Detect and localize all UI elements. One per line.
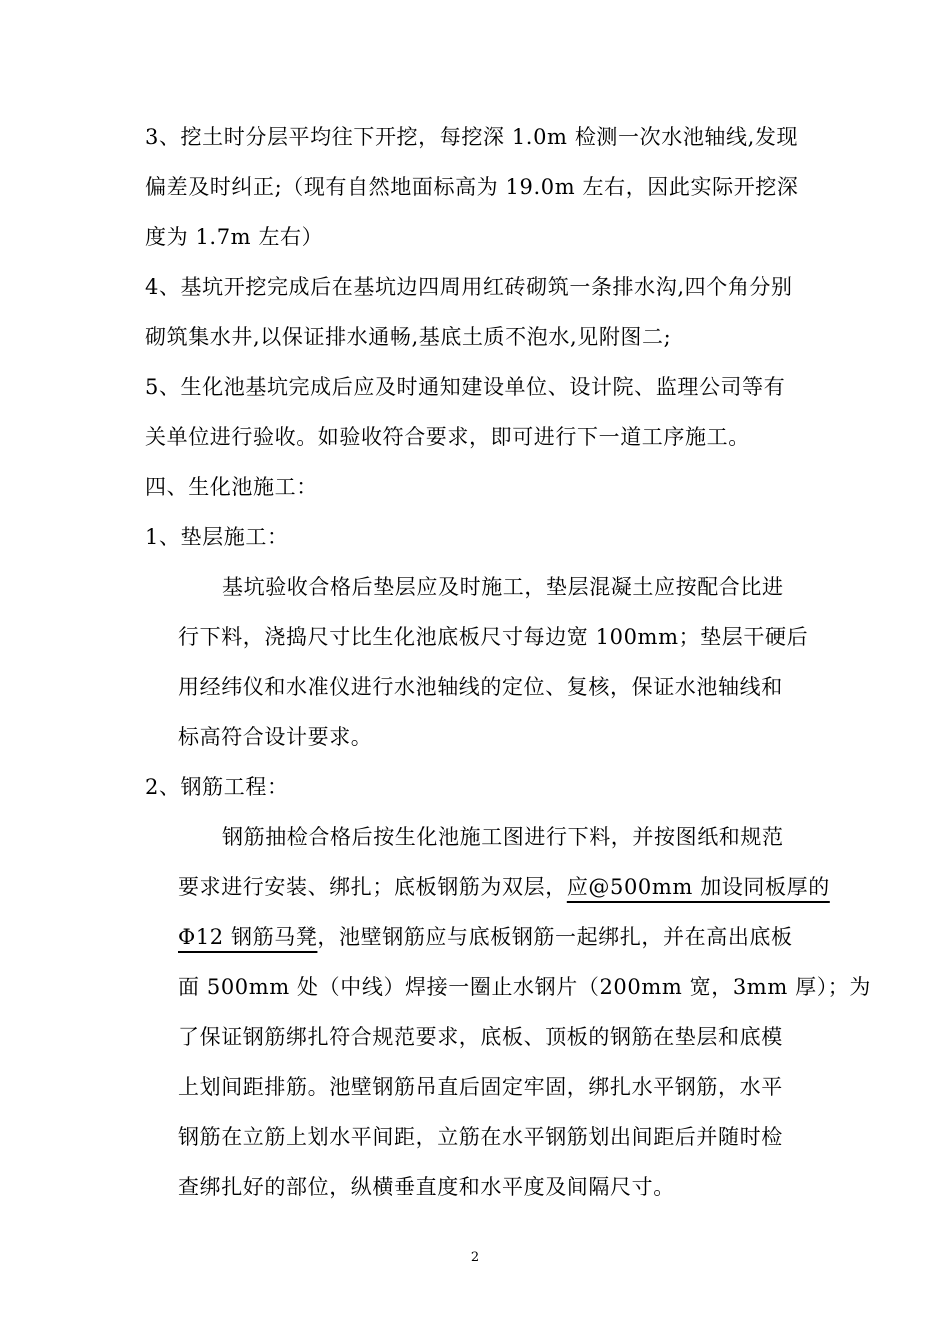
paragraph-line: 行下料，浇捣尺寸比生化池底板尺寸每边宽 100mm；垫层干硬后 — [178, 625, 809, 649]
paragraph-line: 砌筑集水井,以保证排水通畅,基底土质不泡水,见附图二; — [145, 325, 672, 349]
paragraph-line: 面 500mm 处（中线）焊接一圈止水钢片（200mm 宽，3mm 厚）；为 — [178, 975, 872, 999]
paragraph-line: 5、生化池基坑完成后应及时通知建设单位、设计院、监理公司等有 — [145, 375, 786, 399]
paragraph-line — [178, 872, 830, 902]
subsection-heading: 1、垫层施工： — [145, 525, 289, 549]
paragraph-line: 用经纬仪和水准仪进行水池轴线的定位、复核，保证水池轴线和 — [178, 675, 783, 699]
paragraph-line: 标高符合设计要求。 — [178, 725, 373, 749]
subsection-heading: 2、钢筋工程： — [145, 775, 289, 799]
paragraph-line: 了保证钢筋绑扎符合规范要求，底板、顶板的钢筋在垫层和底模 — [178, 1025, 783, 1049]
paragraph-line: 钢筋抽检合格后按生化池施工图进行下料，并按图纸和规范 — [222, 825, 784, 849]
paragraph-line: 上划间距排筋。池壁钢筋吊直后固定牢固，绑扎水平钢筋，水平 — [178, 1075, 783, 1099]
text-segment: ，池壁钢筋应与底板钢筋一起绑扎，并在高出底板 — [317, 925, 793, 949]
text-segment: 要求进行安装、绑扎；底板钢筋为双层， — [178, 875, 567, 899]
paragraph-line: 钢筋在立筋上划水平间距，立筋在水平钢筋划出间距后并随时检 — [178, 1125, 783, 1149]
page-number: 2 — [470, 1250, 480, 1265]
paragraph-line: 基坑验收合格后垫层应及时施工，垫层混凝土应按配合比进 — [222, 575, 784, 599]
paragraph-line: 关单位进行验收。如验收符合要求，即可进行下一道工序施工。 — [145, 425, 750, 449]
paragraph-line: 4、基坑开挖完成后在基坑边四周用红砖砌筑一条排水沟,四个角分别 — [145, 275, 793, 299]
section-heading: 四、生化池施工： — [145, 475, 318, 499]
paragraph-line: 3、挖土时分层平均往下开挖，每挖深 1.0m 检测一次水池轴线,发现 — [145, 125, 799, 149]
paragraph-line: 查绑扎好的部位，纵横垂直度和水平度及间隔尺寸。 — [178, 1175, 675, 1199]
underlined-text: Φ12 钢筋马凳 — [178, 925, 318, 949]
underlined-text: 应@500mm 加设同板厚的 — [566, 875, 830, 899]
paragraph-line: 偏差及时纠正;（现有自然地面标高为 19.0m 左右，因此实际开挖深 — [145, 175, 799, 199]
paragraph-line — [178, 922, 793, 952]
paragraph-line: 度为 1.7m 左右） — [145, 225, 324, 249]
